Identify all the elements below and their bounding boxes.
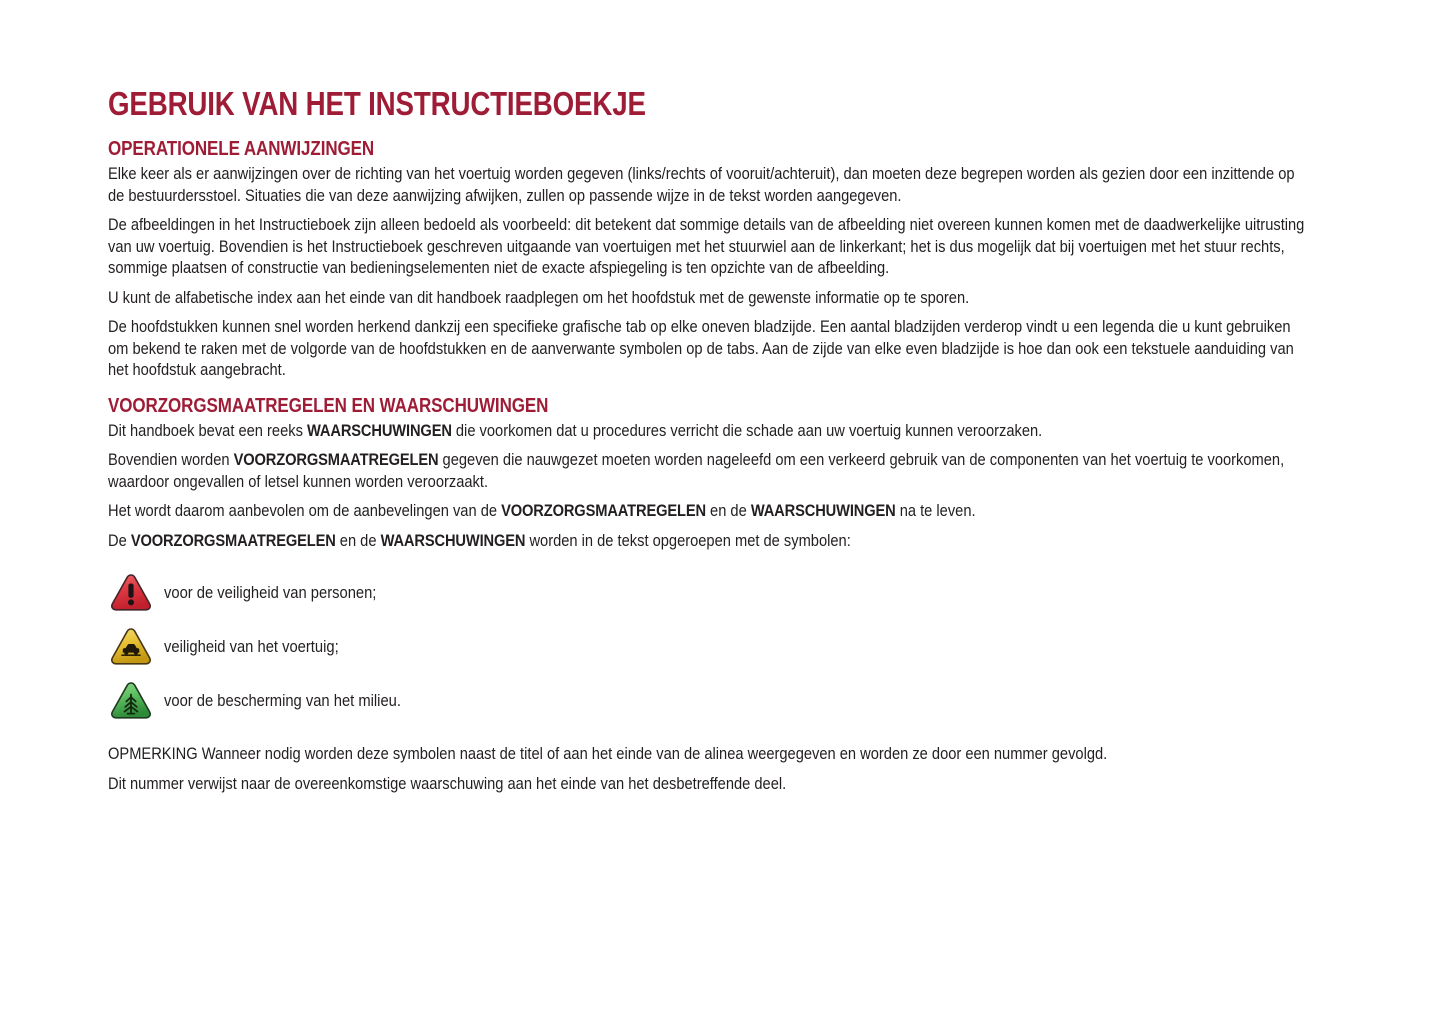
page-title: GEBRUIK VAN HET INSTRUCTIEBOEKJE [108,85,646,122]
paragraph: De VOORZORGSMAATREGELEN en de WAARSCHUWINGEN worden in de tekst opgeroepen met de symbolen: [108,531,851,550]
note-block [108,744,1308,795]
list-item [108,622,1308,672]
paragraph: De hoofdstukken kunnen snel worden herkend dankzij een specifieke grafische tab op elke oneven bladzijde. Een aantal bladzijden verderop vindt u een legenda die u kunt gebruiken om bekend te raken met de volgorde van de hoofdstukken en de aanverwante symbolen op de tabs. Aan de zijde van elke even bladzijde is hoe dan ook een tekstuele aanduiding van het hoofdstuk aangebracht. [108,318,1294,379]
paragraph: De afbeeldingen in het Instructieboek zijn alleen bedoeld als voorbeeld: dit betekent dat sommige details van de afbeelding niet overeen kunnen komen met de daadwerkelijke uitrusting van uw voertuig. Bovendien is het Instructieboek geschreven uitgaande van voertuigen met het stuurwiel aan de linkerkant; het is dus mogelijk dat bij voertuigen met het stuur rechts, sommige plaatsen of constructie van bedieningselementen niet de exacte afspiegeling is ten opzichte van de afbeelding. [108,216,1305,277]
section-heading-operational: OPERATIONELE AANWIJZINGEN [108,138,375,160]
list-item [108,568,1308,618]
symbol-label: voor de bescherming van het milieu. [164,691,401,710]
symbol-legend-list [108,568,1308,726]
paragraph: Het wordt daarom aanbevolen om de aanbevelingen van de VOORZORGSMAATREGELEN en de WAARSCHUWINGEN na te leven. [108,502,976,520]
paragraph: U kunt de alfabetische index aan het einde van dit handboek raadplegen om het hoofdstuk met de gewenste informatie op te sporen. [108,288,970,307]
green-warning-triangle-tree-icon [108,679,154,723]
list-item [108,676,1308,726]
paragraph: Dit handboek bevat een reeks WAARSCHUWINGEN die voorkomen dat u procedures verricht die schade aan uw voertuig kunnen veroorzaken. [108,421,1043,440]
section-heading-precautions: VOORZORGSMAATREGELEN EN WAARSCHUWINGEN [108,394,549,417]
red-warning-triangle-exclamation-icon [108,571,154,615]
paragraph: Elke keer als er aanwijzingen over de richting van het voertuig worden gegeven (links/rechts of vooruit/achteruit), dan moeten deze begrepen worden als gezien door een inzittende op de bestuurdersstoel. Situaties die van deze aanwijzing afwijken, zullen op passende wijze in de tekst worden aangegeven. [108,165,1295,205]
paragraph: Bovendien worden VOORZORGSMAATREGELEN gegeven die nauwgezet moeten worden nageleefd om een verkeerd gebruik van de componenten van het voertuig te voorkomen, waardoor ongevallen of letsel kunnen worden veroorzaakt. [108,451,1285,491]
paragraph: OPMERKING Wanneer nodig worden deze symbolen naast de titel of aan het einde van de alinea weergegeven en worden ze door een nummer gevolgd. [108,745,1108,763]
symbol-label: voor de veiligheid van personen; [164,583,377,602]
symbol-label: veiligheid van het voertuig; [164,637,339,656]
paragraph: Dit nummer verwijst naar de overeenkomstige waarschuwing aan het einde van het desbetreffende deel. [108,774,787,793]
document-content [108,86,1308,803]
yellow-warning-triangle-car-icon [108,625,154,669]
